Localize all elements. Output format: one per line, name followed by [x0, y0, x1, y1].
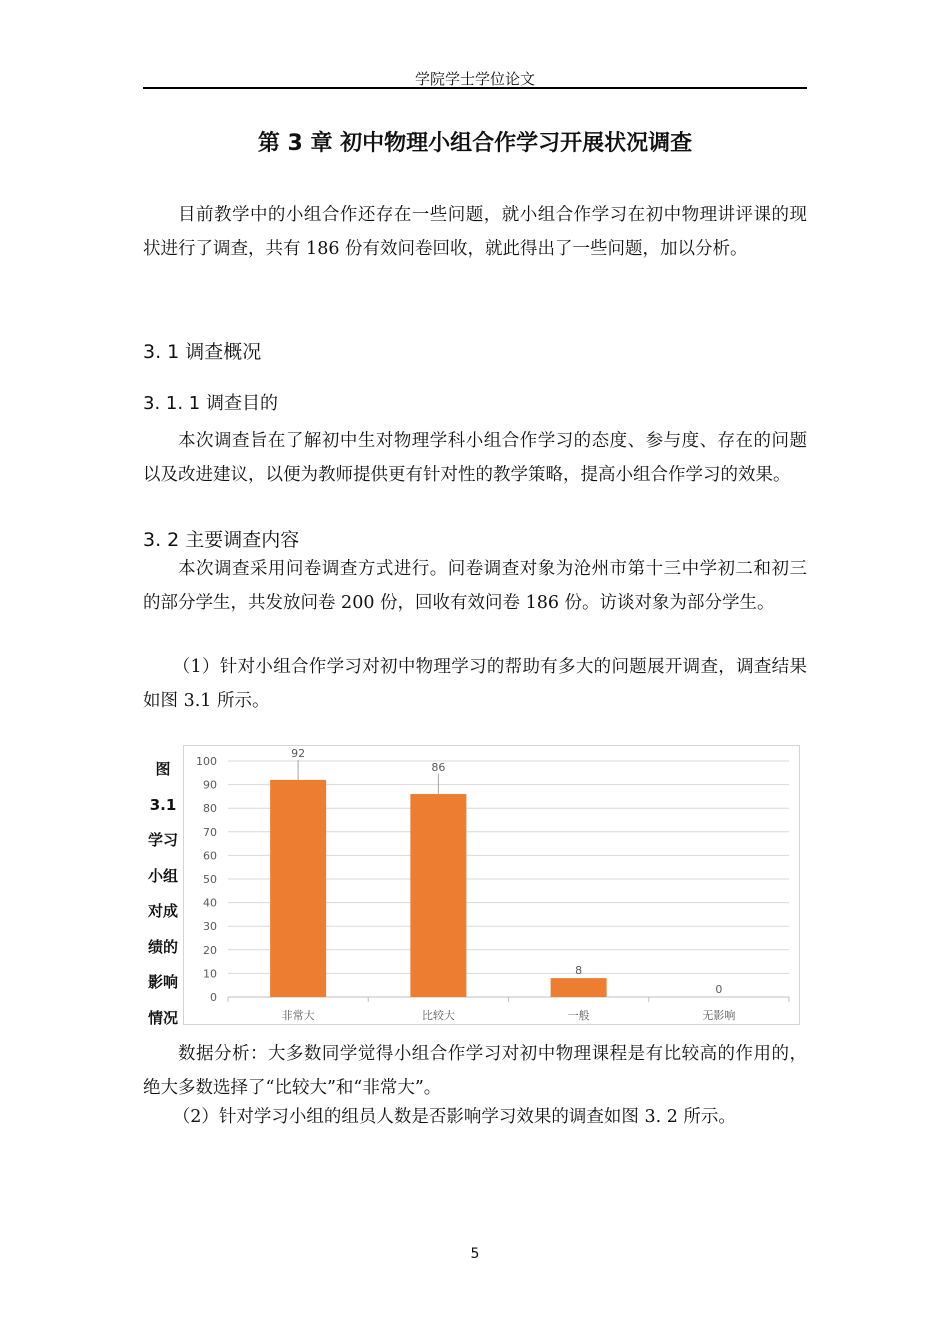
- method-paragraph: 本次调查采用问卷调查方式进行。问卷调查对象为沧州市第十三中学初二和初三的部分学生，共发放问卷 200 份，回收有效问卷 186 份。访谈对象为部分学生。: [143, 559, 807, 613]
- section-heading-3-2: 3. 2 主要调查内容: [143, 529, 300, 551]
- y-tick-label: 50: [203, 873, 217, 886]
- y-tick-label: 30: [203, 920, 217, 934]
- section-heading-3-1: 3. 1 调查概况: [143, 341, 262, 363]
- y-tick-label: 40: [203, 896, 217, 910]
- data-label: 8: [575, 964, 583, 978]
- figure-caption: [143, 752, 183, 1036]
- bar: [270, 780, 326, 997]
- x-tick-label: 一般: [567, 1009, 590, 1022]
- y-tick-label: 20: [203, 943, 217, 957]
- bar-chart: [183, 745, 800, 1025]
- y-tick-label: 100: [196, 755, 217, 768]
- purpose-paragraph: 本次调查旨在了解初中生对物理学科小组合作学习的态度、参与度、存在的问题以及改进建议，以便为教师提供更有针对性的教学策略，提高小组合作学习的效果。: [143, 431, 807, 485]
- figure-caption-line: 影响: [147, 973, 178, 991]
- x-tick-label: 非常大: [281, 1009, 315, 1022]
- bar: [551, 978, 607, 997]
- figure-caption-line: 学习: [147, 831, 178, 849]
- figure-caption-line: 情况: [147, 1008, 178, 1027]
- y-tick-label: 80: [203, 802, 217, 816]
- figure-caption-line: 图: [155, 760, 171, 778]
- item1-paragraph: （1）针对小组合作学习对初中物理学习的帮助有多大的问题展开调查，调查结果如图 3.1 所示。: [143, 657, 807, 711]
- section-heading-3-1-1: 3. 1. 1 调查目的: [143, 393, 278, 414]
- y-tick-label: 70: [203, 825, 217, 839]
- data-label: 0: [715, 983, 723, 996]
- intro-paragraph: 目前教学中的小组合作还存在一些问题，就小组合作学习在初中物理讲评课的现状进行了调查，共有 186 份有效问卷回收，就此得出了一些问题，加以分析。: [143, 205, 807, 259]
- y-tick-label: 60: [203, 849, 217, 863]
- chapter-title: 第 3 章 初中物理小组合作学习开展状况调查: [257, 131, 693, 156]
- figure-caption-line: 绩的: [147, 937, 178, 956]
- y-tick-label: 10: [203, 967, 217, 981]
- bar-chart-svg: [184, 746, 801, 1026]
- analysis-paragraph: 数据分析：大多数同学觉得小组合作学习对初中物理课程是有比较高的作用的，绝大多数选择了“比较大”和“非常大”。: [143, 1044, 807, 1098]
- figure-caption-line: 小组: [147, 866, 178, 885]
- x-tick-label: 比较大: [421, 1009, 455, 1022]
- page-number: 5: [470, 1246, 480, 1262]
- data-label: 86: [431, 761, 446, 775]
- item2-paragraph: （2）针对学习小组的组员人数是否影响学习效果的调查如图 3. 2 所示。: [172, 1107, 736, 1127]
- figure-caption-line: 对成: [147, 902, 178, 920]
- page-header: 学院学士学位论文: [414, 70, 535, 88]
- data-label: 92: [291, 746, 306, 760]
- bar: [410, 794, 466, 997]
- x-tick-label: 无影响: [702, 1009, 736, 1022]
- header-rule: [143, 87, 807, 89]
- y-tick-label: 0: [210, 991, 217, 1004]
- figure-caption-line: 3.1: [149, 795, 177, 814]
- y-tick-label: 90: [203, 778, 217, 792]
